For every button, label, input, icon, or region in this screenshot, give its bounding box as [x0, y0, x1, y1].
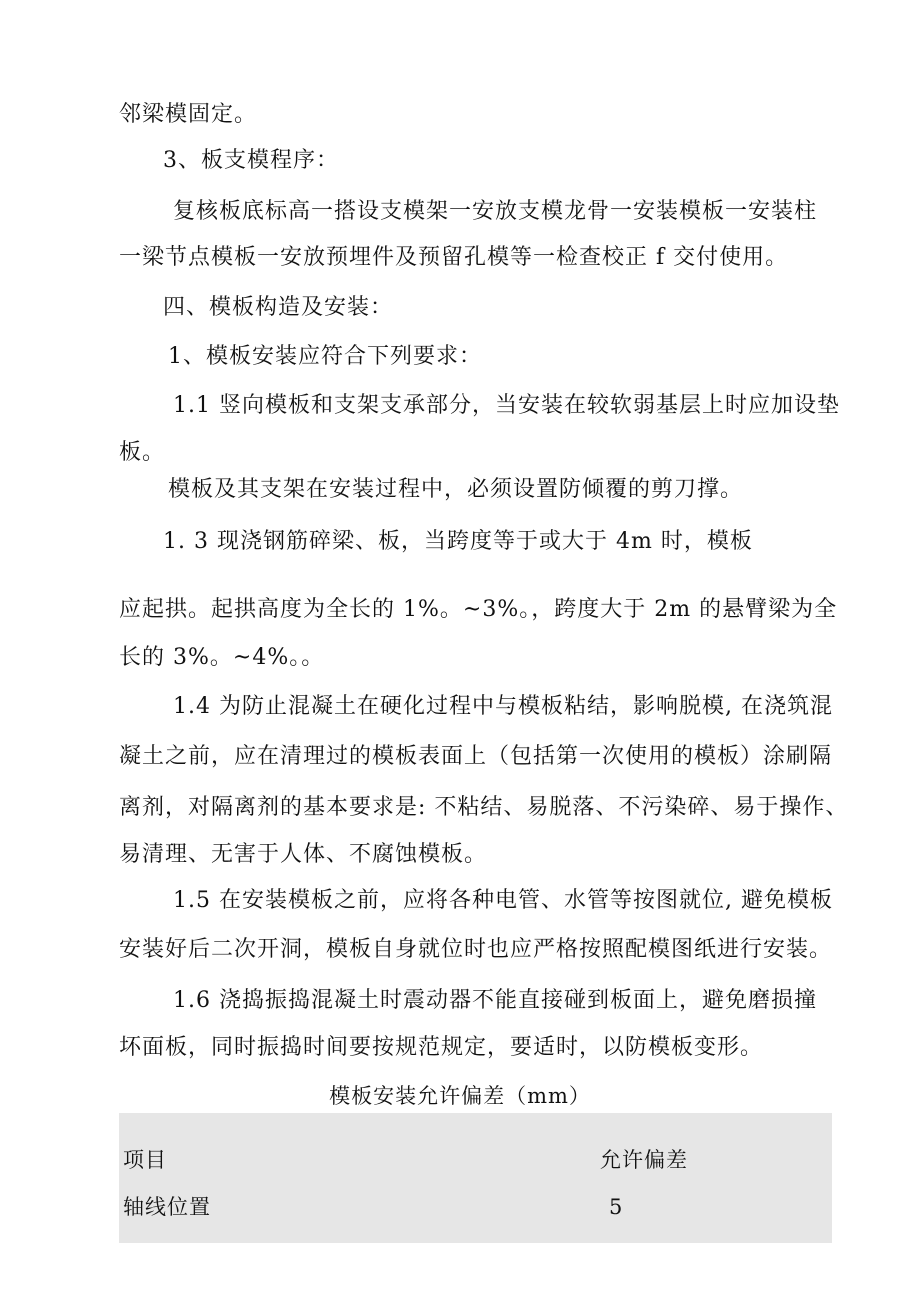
text-line-6: 1、模板安装应符合下列要求：: [168, 344, 482, 369]
text-line-14: 凝土之前，应在清理过的模板表面上（包括第一次使用的模板）涂刷隔: [119, 744, 833, 769]
text-line-18: 安装好后二次开洞，模板自身就位时也应严格按照配模图纸进行安装。: [119, 937, 833, 962]
text-line-20: 坏面板，同时振捣时间要按规范规定，要适时，以防模板变形。: [119, 1035, 764, 1060]
table-cell-tolerance: 5: [609, 1195, 624, 1219]
tolerance-table: [119, 1113, 832, 1243]
text-line-4: 一梁节点模板一安放预埋件及预留孔模等一检查校正 f 交付使用。: [119, 245, 789, 270]
text-line-7: 1.1 竖向模板和支架支承部分，当安装在较软弱基层上时应加设垫: [173, 393, 840, 418]
section-heading: 四、模板构造及安装：: [163, 295, 394, 320]
text-line-19: 1.6 浇捣振捣混凝土时震动器不能直接碰到板面上，避免磨损撞: [173, 988, 817, 1013]
table-caption: 模板安装允许偏差（mm）: [329, 1084, 591, 1108]
table-cell-item: 轴线位置: [123, 1195, 211, 1219]
text-line-15: 离剂，对隔离剂的基本要求是: 不粘结、易脱落、不污染碎、易于操作、: [119, 795, 849, 820]
text-line-12: 长的 3%。~4%。。: [119, 645, 325, 670]
table-header-tolerance: 允许偏差: [600, 1148, 688, 1172]
text-line-13: 1.4 为防止混凝土在硬化过程中与模板粘结，影响脱模, 在浇筑混: [173, 694, 833, 719]
text-line-8: 板。: [119, 440, 166, 465]
text-line-2: 3、板支模程序：: [163, 148, 339, 173]
table-header-item: 项目: [123, 1148, 167, 1172]
text-line-17: 1.5 在安装模板之前，应将各种电管、水管等按图就位, 避免模板: [173, 888, 833, 913]
text-line-9: 模板及其支架在安装过程中，必须设置防倾覆的剪刀撑。: [168, 477, 744, 502]
text-line-16: 易清理、无害于人体、不腐蚀模板。: [119, 842, 488, 867]
text-line-11: 应起拱。起拱高度为全长的 1%。~3%。，跨度大于 2m 的悬臂梁为全: [119, 597, 838, 622]
text-line-3: 复核板底标高一搭设支模架一安放支模龙骨一安装模板一安装柱: [173, 199, 818, 224]
text-line-1: 邻梁模固定。: [119, 102, 258, 127]
text-line-10: 1. 3 现浇钢筋碎梁、板，当跨度等于或大于 4m 时，模板: [163, 529, 753, 554]
